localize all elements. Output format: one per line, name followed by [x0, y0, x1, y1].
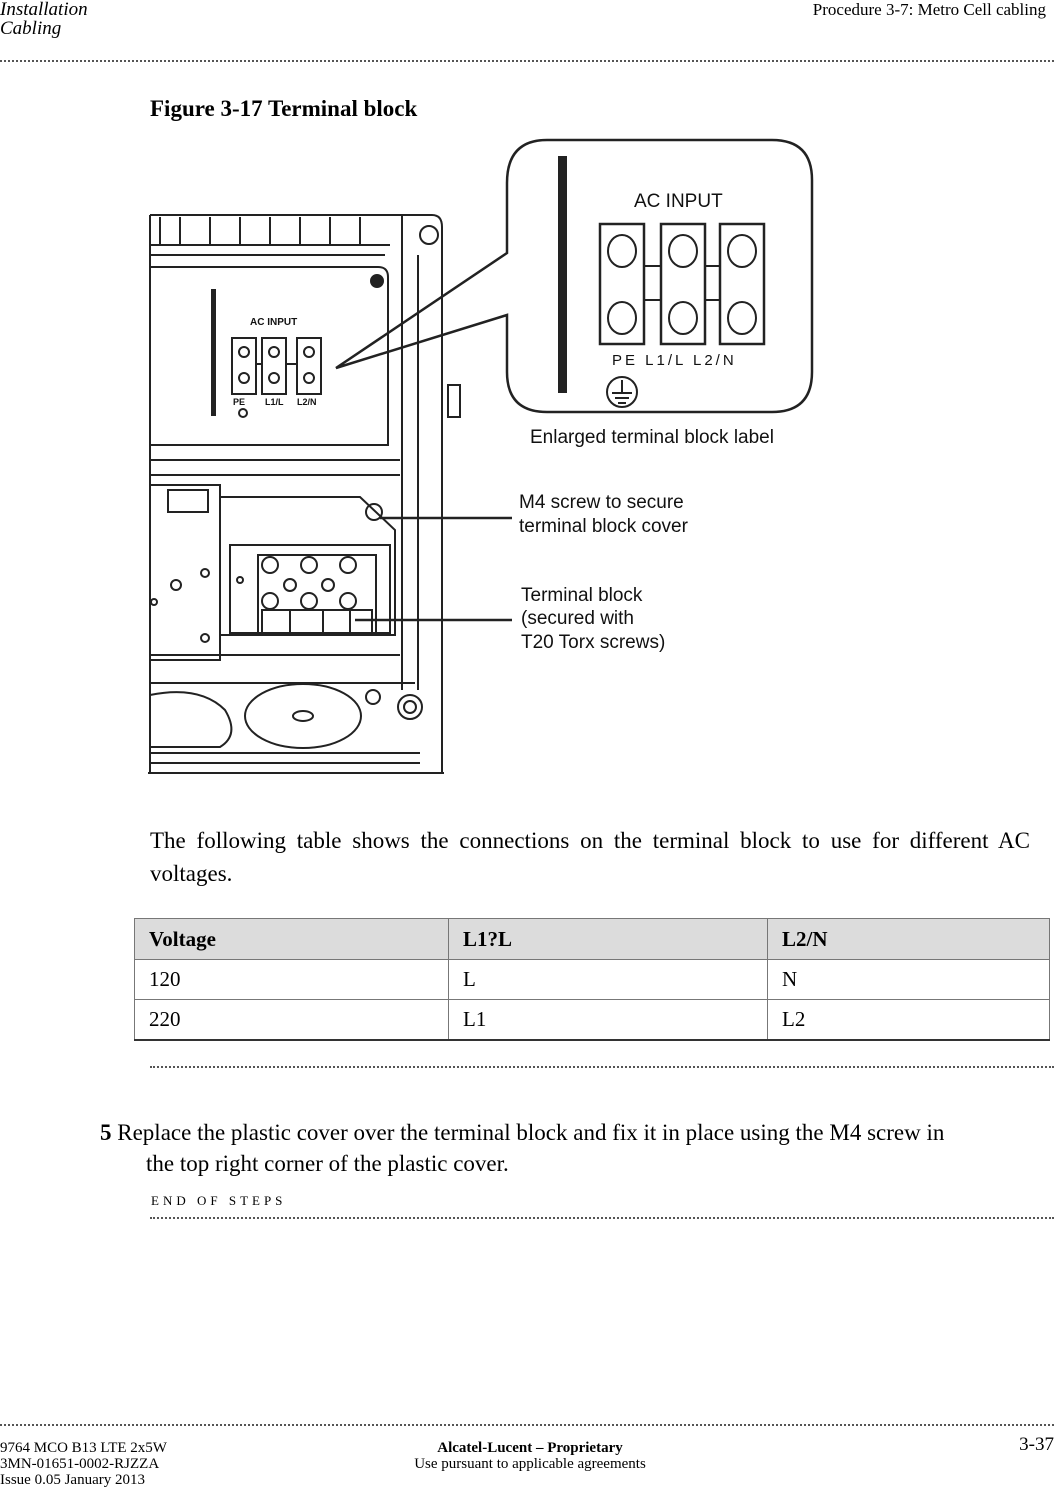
header-section: [0, 0, 88, 38]
tb-label-line1: Terminal block: [521, 585, 643, 606]
cell-voltage: 220: [135, 1000, 449, 1041]
table-row: [135, 1000, 1050, 1041]
step-text-line1: Replace the plastic cover over the terminal block and fix it in place using the M4 screw in: [117, 1120, 945, 1145]
m4-label-line2: terminal block cover: [519, 516, 688, 537]
figure-title: Figure 3-17 Terminal block: [150, 96, 418, 121]
device-label-title: AC INPUT: [250, 317, 298, 328]
footer-usage: Use pursuant to applicable agreements: [414, 1456, 646, 1472]
footer-company: Alcatel-Lucent – Proprietary: [437, 1440, 623, 1456]
cell-l2: N: [768, 960, 1050, 1000]
device-housing-outline: [150, 215, 442, 773]
cell-l1: L: [449, 960, 768, 1000]
header-section-line1: Installation: [0, 0, 88, 20]
footer-page-number: 3-37: [1019, 1434, 1054, 1455]
cell-l1: L1: [449, 1000, 768, 1041]
end-divider: [150, 1217, 1054, 1219]
callout-title: AC INPUT: [634, 191, 723, 212]
callout-balloon: [336, 140, 812, 412]
header-procedure: Procedure 3-7: Metro Cell cabling: [812, 0, 1046, 19]
callout-caption: Enlarged terminal block label: [530, 427, 774, 448]
footer-divider: [0, 1424, 1054, 1426]
device-label-l2: L2/N: [297, 397, 317, 407]
footer-doc-info: [0, 1440, 167, 1488]
table-header-row: [135, 919, 1050, 960]
step-number: 5: [100, 1120, 112, 1145]
header-divider: [0, 60, 1054, 62]
footer-center: [360, 1440, 700, 1472]
step-text-line2: the top right corner of the plastic cover.: [146, 1151, 509, 1176]
callout-terminals: PE L1/L L2/N: [612, 352, 737, 369]
step-5: [100, 1117, 1030, 1179]
intro-paragraph: The following table shows the connections on the terminal block to use for different AC voltages.: [150, 828, 1030, 886]
header-l2: L2/N: [768, 919, 1050, 960]
header-voltage: Voltage: [135, 919, 449, 960]
tb-label-line3: T20 Torx screws): [521, 632, 666, 653]
table-row: [135, 960, 1050, 1000]
footer-doc-line2: 3MN-01651-0002-RJZZA: [0, 1456, 160, 1472]
cell-l2: L2: [768, 1000, 1050, 1041]
end-of-steps: END OF STEPS: [151, 1193, 287, 1208]
device-label-l1: L1/L: [265, 397, 284, 407]
step-divider: [150, 1066, 1054, 1068]
cell-voltage: 120: [135, 960, 449, 1000]
device-label-pe: PE: [233, 397, 246, 407]
header-l1: L1?L: [449, 919, 768, 960]
footer-doc-line3: Issue 0.05 January 2013: [0, 1472, 145, 1488]
terminal-block-figure: [0, 135, 1054, 785]
connections-table: [134, 918, 1050, 1041]
footer-doc-line1: 9764 MCO B13 LTE 2x5W: [0, 1440, 167, 1456]
m4-label-line1: M4 screw to secure: [519, 492, 684, 513]
header-section-line2: Cabling: [0, 18, 62, 39]
tb-label-line2: (secured with: [521, 608, 634, 629]
